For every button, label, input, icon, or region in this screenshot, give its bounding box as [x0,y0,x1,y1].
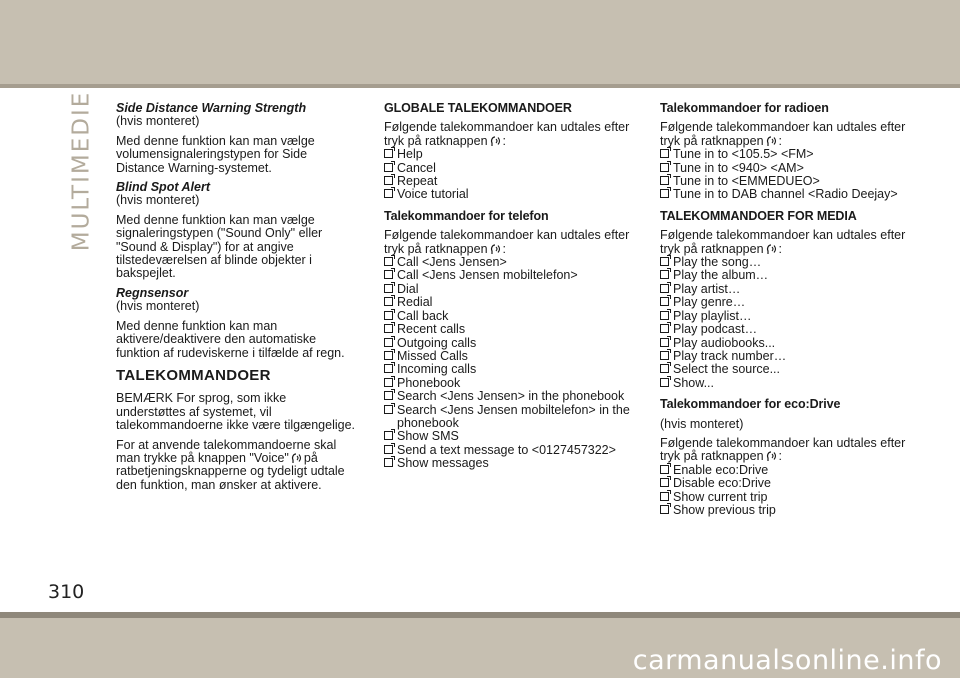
command-item [384,269,636,282]
header-stripe [0,84,960,88]
section-side-title: MULTIMEDIE [68,90,94,252]
note-if-fitted: (hvis monteret) [116,114,200,129]
checkbox-icon [384,405,393,414]
heading-radio-commands: Talekommandoer for radioen [660,101,829,115]
command-text: Play the song… [673,255,762,270]
heading-media-commands: TALEKOMMANDOER FOR MEDIA [660,208,857,223]
command-text: Tune in to <EMMEDUEO> [673,174,820,189]
checkbox-icon [384,297,393,306]
checkbox-icon [384,311,393,320]
list-global-commands [384,148,636,202]
list-media-commands [660,256,912,390]
command-item [660,175,912,188]
voice-icon [490,135,501,147]
watermark-text: carmanualsonline.info [632,645,942,676]
command-text: Help [397,147,423,162]
command-item [660,188,912,201]
checkbox-icon [660,465,669,474]
list-phone-commands [384,256,636,471]
command-item [660,323,912,336]
command-text: Disable eco:Drive [673,476,771,491]
column-left [116,102,356,498]
command-item [384,377,636,390]
command-item [384,430,636,443]
command-item [384,457,636,470]
command-item [384,148,636,161]
paragraph-note: BEMÆRK For sprog, som ikke understøttes af systemet, vil talekommandoerne ikke være tilgængelige. [116,391,356,433]
command-item [384,444,636,457]
command-item [384,256,636,269]
command-item [660,504,912,517]
note-if-fitted: (hvis monteret) [660,416,744,431]
checkbox-icon [384,445,393,454]
command-item [660,491,912,504]
command-text: Show current trip [673,489,768,504]
command-text: Call <Jens Jensen mobiltelefon> [397,268,578,283]
checkbox-icon [660,176,669,185]
command-item [660,464,912,477]
note-if-fitted: (hvis monteret) [116,299,200,314]
checkbox-icon [384,270,393,279]
command-item [660,477,912,490]
command-text: Play playlist… [673,308,752,323]
checkbox-icon [384,176,393,185]
checkbox-icon [384,189,393,198]
command-text: Play audiobooks... [673,335,776,350]
command-text: Voice tutorial [397,187,469,202]
command-item [660,377,912,390]
command-item [660,283,912,296]
checkbox-icon [384,338,393,347]
command-item [660,363,912,376]
command-text: Redial [397,295,433,310]
command-item [660,162,912,175]
column-middle [384,102,636,479]
note-if-fitted: (hvis monteret) [116,193,200,208]
checkbox-icon [384,458,393,467]
command-text: Play the album… [673,268,769,283]
command-item [384,363,636,376]
command-item [384,310,636,323]
checkbox-icon [660,378,669,387]
voice-icon [766,135,777,147]
checkbox-icon [660,338,669,347]
command-text: Select the source... [673,362,781,377]
checkbox-icon [384,324,393,333]
command-text: Search <Jens Jensen mobiltelefon> in the phonebook [397,402,630,430]
command-text: Show... [673,375,714,390]
command-text: Phonebook [397,375,461,390]
checkbox-icon [384,149,393,158]
list-ecodrive-commands [660,464,912,518]
command-text: Dial [397,281,419,296]
command-text: Tune in to <940> <AM> [673,160,804,175]
command-text: Play track number… [673,348,787,363]
command-text: Play artist… [673,281,741,296]
checkbox-icon [384,378,393,387]
heading-ecodrive-commands: Talekommandoer for eco:Drive [660,397,841,412]
command-item [660,337,912,350]
command-text: Play genre… [673,295,746,310]
command-item [384,404,636,431]
checkbox-icon [660,297,669,306]
command-text: Outgoing calls [397,335,477,350]
subheading-rain-sensor: Regnsensor [116,285,189,300]
column-right [660,102,912,525]
voice-icon [766,450,777,462]
command-item [384,350,636,363]
voice-icon [490,243,501,255]
command-item [660,269,912,282]
checkbox-icon [384,163,393,172]
checkbox-icon [660,270,669,279]
command-item [384,390,636,403]
checkbox-icon [660,478,669,487]
checkbox-icon [660,257,669,266]
command-text: Call <Jens Jensen> [397,255,507,270]
checkbox-icon [660,311,669,320]
command-text: Call back [397,308,449,323]
command-text: Cancel [397,160,436,175]
intro-phone: Følgende talekommandoer kan udtales efter tryk på ratknappen : [384,228,630,256]
command-text: Repeat [397,174,438,189]
command-text: Tune in to DAB channel <Radio Deejay> [673,187,898,202]
checkbox-icon [660,149,669,158]
checkbox-icon [384,351,393,360]
command-text: Incoming calls [397,362,477,377]
command-item [384,323,636,336]
intro-global: Følgende talekommandoer kan udtales efter tryk på ratknappen : [384,120,630,148]
page-number: 310 [48,581,85,603]
checkbox-icon [660,351,669,360]
command-item [660,350,912,363]
list-radio-commands [660,148,912,202]
intro-media: Følgende talekommandoer kan udtales efter tryk på ratknappen : [660,228,906,256]
checkbox-icon [384,257,393,266]
command-item [384,162,636,175]
heading-phone-commands: Talekommandoer for telefon [384,208,549,223]
command-item [384,296,636,309]
intro-radio: Følgende talekommandoer kan udtales efter tryk på ratknappen : [660,120,906,148]
checkbox-icon [384,431,393,440]
paragraph-rain-sensor: Med denne funktion kan man aktivere/deaktivere den automatiske funktion af rudeviskerne i tilfælde af regn. [116,318,345,360]
command-text: Show previous trip [673,502,776,517]
command-text: Show messages [397,456,489,471]
header-band [0,0,960,84]
paragraph-usage: For at anvende talekommandoerne skal man trykke på knappen "Voice" på ratbetjeningsknapperne og tydeligt udtale den funktion, man ønsker at aktivere. [116,437,345,492]
checkbox-icon [660,284,669,293]
command-item [660,296,912,309]
subheading-side-distance: Side Distance Warning Strength [116,101,307,115]
command-item [384,175,636,188]
command-item [384,337,636,350]
checkbox-icon [660,492,669,501]
heading-global-commands: GLOBALE TALEKOMMANDOER [384,101,572,115]
command-text: Tune in to <105.5> <FM> [673,147,814,162]
paragraph-side-distance: Med denne funktion kan man vælge volumensignaleringstypen for Side Distance Warning-systemet. [116,133,315,175]
paragraph-blind-spot: Med denne funktion kan man vælge signaleringstypen ("Sound Only" eller "Sound & Display") for at angive tilstedeværelsen af blinde objekter i bakspejlet. [116,212,323,281]
command-item [384,283,636,296]
intro-ecodrive: Følgende talekommandoer kan udtales efter tryk på ratknappen : [660,435,906,464]
command-text: Search <Jens Jensen> in the phonebook [397,389,625,404]
command-text: Recent calls [397,322,466,337]
command-item [660,148,912,161]
voice-icon [766,243,777,255]
checkbox-icon [660,189,669,198]
command-item [660,256,912,269]
command-text: Enable eco:Drive [673,462,769,477]
checkbox-icon [660,324,669,333]
checkbox-icon [384,391,393,400]
checkbox-icon [660,505,669,514]
command-text: Show SMS [397,429,459,444]
checkbox-icon [660,163,669,172]
command-item [384,188,636,201]
voice-icon [291,452,302,464]
command-text: Missed Calls [397,348,468,363]
checkbox-icon [660,364,669,373]
command-text: Play podcast… [673,322,758,337]
command-item [660,310,912,323]
subheading-blind-spot: Blind Spot Alert [116,180,210,195]
footer-stripe [0,612,960,618]
checkbox-icon [384,284,393,293]
checkbox-icon [384,364,393,373]
command-text: Send a text message to <0127457322> [397,442,616,457]
heading-voice-commands: TALEKOMMANDOER [116,366,271,384]
